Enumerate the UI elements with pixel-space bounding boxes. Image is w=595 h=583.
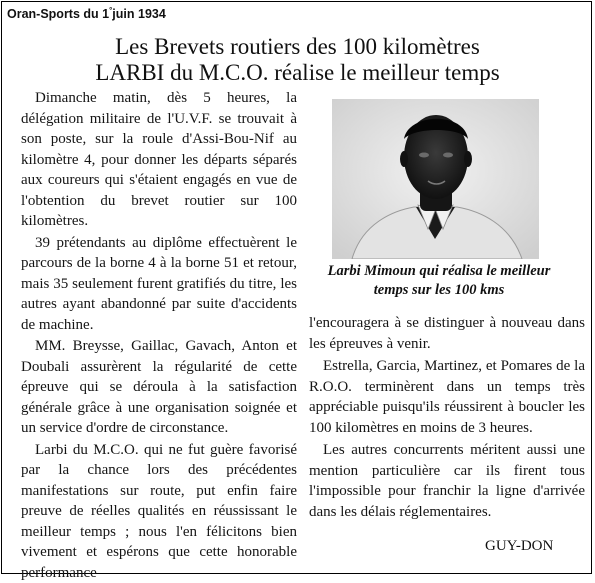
headline-line-1: Les Brevets routiers des 100 kilomètres bbox=[0, 34, 595, 60]
headline-line-2: LARBI du M.C.O. réalise le meilleur temps bbox=[0, 60, 595, 86]
paragraph: MM. Breysse, Gaillac, Gavach, Anton et Doubali assurèrent la régularité de cette épreuve qui se déroula à la satisfaction générale grâce à une organisation soignée et un service d'ordre de circonstance. bbox=[21, 336, 297, 439]
caption-line-1: Larbi Mimoun qui réalisa le meilleur bbox=[303, 262, 575, 281]
author-signature: GUY-DON bbox=[485, 538, 553, 555]
article-right-column bbox=[309, 313, 585, 522]
source-line bbox=[7, 6, 166, 21]
source-degree: ° bbox=[109, 6, 112, 15]
photo-caption bbox=[303, 262, 575, 300]
portrait-photo bbox=[332, 99, 539, 259]
article-left-column bbox=[21, 88, 297, 583]
portrait-image bbox=[332, 99, 539, 259]
paragraph: 39 prétendants au diplôme effectuèrent le parcours de la borne 4 à la borne 51 et retour, mais 35 seulement furent gratifiés du titre, les autres ayant abandonné par suite d'accidents de machine. bbox=[21, 233, 297, 336]
paragraph: Larbi du M.C.O. qui ne fut guère favorisé par la chance lors des précédentes manifestations sur route, put enfin faire preuve de réelles qualités en réussissant le meilleur temps ; nous l'en félicitons bien vivement et espérons que cette honorable performance bbox=[21, 440, 297, 583]
paragraph: l'encouragera à se distinguer à nouveau dans les épreuves à venir. bbox=[309, 313, 585, 354]
source-suffix: juin 1934 bbox=[112, 7, 166, 21]
paragraph: Estrella, Garcia, Martinez, et Pomares de la R.O.O. terminèrent dans un temps très appréciable puisqu'ils réussirent à boucler les 100 kilomètres en moins de 3 heures. bbox=[309, 356, 585, 438]
paragraph: Dimanche matin, dès 5 heures, la délégation militaire de l'U.V.F. se trouvait à son poste, sur la roule d'Assi-Bou-Nif au kilomètre 4, pour donner les départs séparés aux coureurs qui s'étaient engagés en vue de l'obtention du brevet routier sur 100 kilomètres. bbox=[21, 88, 297, 232]
source-prefix: Oran-Sports du 1 bbox=[7, 7, 109, 21]
paragraph: Les autres concurrents méritent aussi une mention particulière car ils firent tous l'impossible pour franchir la ligne d'arrivée dans les délais réglementaires. bbox=[309, 440, 585, 522]
caption-line-2: temps sur les 100 kms bbox=[303, 281, 575, 300]
